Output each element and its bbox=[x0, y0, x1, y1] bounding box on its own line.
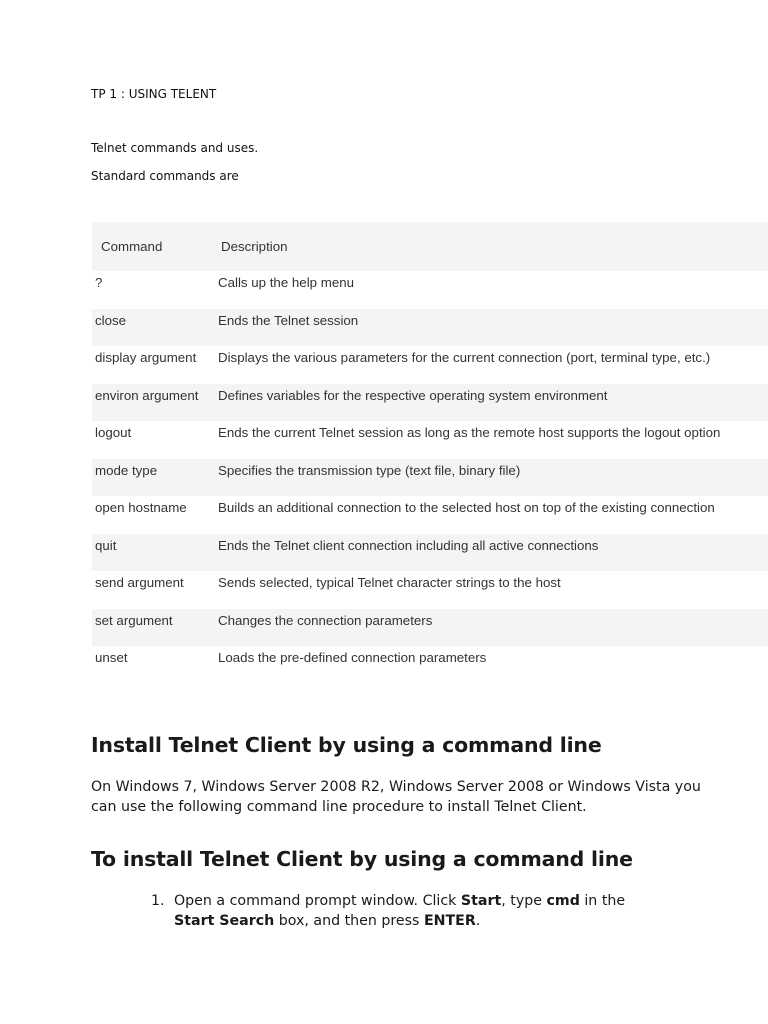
description-cell: Ends the Telnet session bbox=[215, 309, 768, 347]
description-cell: Calls up the help menu bbox=[218, 275, 355, 291]
bold-start: Start bbox=[460, 893, 502, 909]
command-cell: logout bbox=[95, 425, 132, 441]
command-cell: display argument bbox=[95, 350, 197, 366]
table-header-row bbox=[92, 222, 768, 271]
description-cell: Ends the current Telnet session as long as the remote host supports the logout option bbox=[218, 425, 721, 441]
description-cell: Changes the connection parameters bbox=[215, 609, 768, 647]
command-cell: set argument bbox=[92, 609, 215, 647]
section-heading-install: Install Telnet Client by using a command line bbox=[91, 733, 602, 757]
description-cell: Loads the pre-defined connection parameters bbox=[218, 650, 487, 666]
table-row bbox=[92, 384, 768, 422]
table-row bbox=[92, 534, 768, 572]
section-heading-procedure: To install Telnet Client by using a command line bbox=[91, 847, 633, 871]
table-row bbox=[92, 421, 768, 459]
description-cell: Specifies the transmission type (text file, binary file) bbox=[215, 459, 768, 497]
description-cell: Sends selected, typical Telnet character strings to the host bbox=[218, 575, 561, 591]
command-cell: ? bbox=[95, 275, 103, 291]
intro-line: Standard commands are bbox=[91, 169, 239, 183]
table-row bbox=[92, 459, 768, 497]
step-number: 1. bbox=[151, 893, 165, 909]
step-text: Open a command prompt window. Click Start, type cmd in the Start Search box, and then press ENTER. bbox=[174, 893, 626, 929]
command-cell: unset bbox=[95, 650, 128, 666]
command-cell: open hostname bbox=[95, 500, 187, 516]
description-cell: Ends the Telnet client connection including all active connections bbox=[215, 534, 768, 572]
column-header-description: Description bbox=[215, 222, 768, 271]
telnet-commands-table bbox=[92, 222, 768, 684]
table-row bbox=[92, 496, 768, 534]
description-cell: Displays the various parameters for the current connection (port, terminal type, etc.) bbox=[218, 350, 711, 366]
command-cell: quit bbox=[92, 534, 215, 572]
numbered-steps bbox=[151, 891, 671, 931]
section-paragraph: On Windows 7, Windows Server 2008 R2, Windows Server 2008 or Windows Vista you can use the following command line procedure to install Telnet Client. bbox=[91, 779, 701, 815]
list-item bbox=[151, 891, 671, 931]
command-cell: environ argument bbox=[92, 384, 215, 422]
description-cell: Builds an additional connection to the selected host on top of the existing connection bbox=[218, 500, 715, 516]
intro-line: Telnet commands and uses. bbox=[91, 141, 259, 155]
bold-cmd: cmd bbox=[546, 893, 580, 909]
command-cell: close bbox=[92, 309, 215, 347]
bold-enter: ENTER bbox=[423, 913, 476, 929]
table-row bbox=[92, 309, 768, 347]
description-cell: Defines variables for the respective operating system environment bbox=[215, 384, 768, 422]
column-header-command: Command bbox=[92, 222, 215, 271]
bold-start-search: Start Search bbox=[174, 913, 275, 929]
table-row bbox=[92, 271, 768, 309]
table-row bbox=[92, 646, 768, 684]
command-cell: send argument bbox=[95, 575, 184, 591]
table-row bbox=[92, 571, 768, 609]
document-title: TP 1 : USING TELENT bbox=[91, 87, 217, 101]
table-row bbox=[92, 609, 768, 647]
table-row bbox=[92, 346, 768, 384]
command-cell: mode type bbox=[92, 459, 215, 497]
